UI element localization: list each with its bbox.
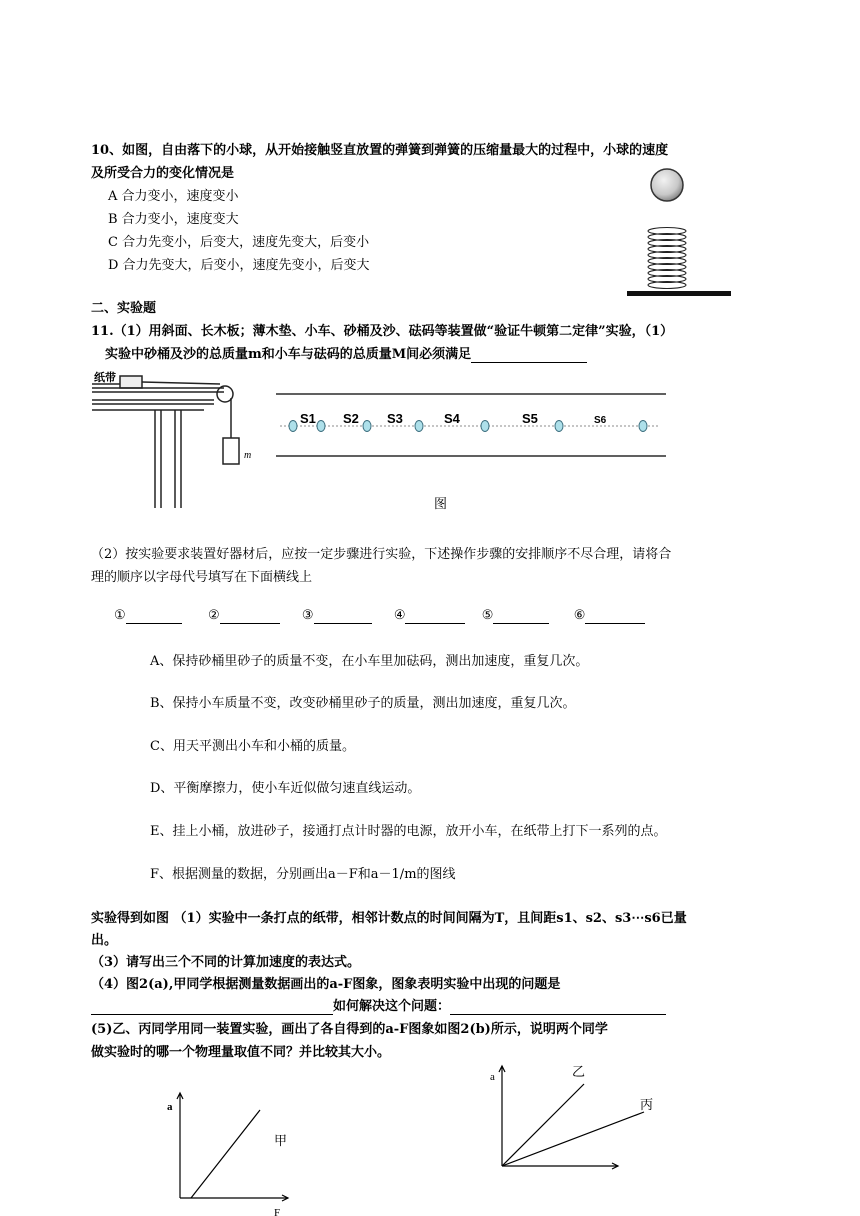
step-c: C、用天平测出小车和小桶的质量。 xyxy=(150,739,355,754)
q11-part4-line1: （4）图2(a),甲同学根据测量数据画出的a-F图象，图象表明实验中出现的问题是 xyxy=(91,977,561,992)
blank-label-6: ⑥ xyxy=(573,608,586,623)
apparatus-figure xyxy=(92,370,262,510)
answer-blank-2[interactable] xyxy=(220,608,280,624)
answer-blank-5[interactable] xyxy=(493,608,549,624)
answer-blank-3[interactable] xyxy=(314,608,372,624)
tape-dot xyxy=(555,421,563,432)
graph-a-line-jia xyxy=(191,1110,260,1198)
q10-line1: 10、如图，自由落下的小球，从开始接触竖直放置的弹簧到弹簧的压缩量最大的过程中，小球的速度 xyxy=(91,143,669,158)
graph-b-line-yi xyxy=(502,1084,584,1166)
q10-option-b: B 合力变小，速度变大 xyxy=(108,212,239,227)
mass-label: m xyxy=(244,450,252,461)
q10-option-d: D 合力先变大，后变小，速度先变小，后变大 xyxy=(108,258,370,273)
graph-b-y-label: a xyxy=(490,1071,495,1083)
answer-blank-6[interactable] xyxy=(585,608,645,624)
graph-b xyxy=(482,1060,672,1170)
step-f: F、根据测量的数据，分别画出a－F和a－1/m的图线 xyxy=(150,867,456,882)
q10-option-a: A 合力变小，速度变小 xyxy=(108,189,239,204)
graph-b-line2-label: 丙 xyxy=(640,1098,654,1113)
q11-line2 xyxy=(105,343,587,363)
blank-label-4: ④ xyxy=(393,608,406,623)
answer-blank-1[interactable] xyxy=(126,608,182,624)
q11-part2-line2: 理的顺序以字母代号填写在下面横线上 xyxy=(91,570,313,585)
q11-part5-line2: 做实验时的哪一个物理量取值不同？并比较其大小。 xyxy=(91,1045,391,1060)
tape-dot xyxy=(639,421,647,432)
q11-part2-line1: （2）按实验要求装置好器材后，应按一定步骤进行实验，下述操作步骤的安排顺序不尽合理，请将合 xyxy=(91,547,672,562)
q11-part5-line1: (5)乙、丙同学用同一装置实验，画出了各自得到的a-F图象如图2(b)所示，说明两个同学 xyxy=(91,1022,608,1037)
graph-b-line1-label: 乙 xyxy=(572,1065,586,1080)
q11-line1: 11.（1）用斜面、长木板；薄木垫、小车、砂桶及沙、砝码等装置做“验证牛顿第二定律”实验，（1） xyxy=(91,324,674,339)
section-title: 二、实验题 xyxy=(91,301,157,316)
cart xyxy=(120,376,142,388)
tape-label-s2: S2 xyxy=(343,411,359,426)
q11-part4-line2-text: 如何解决这个问题： xyxy=(333,999,451,1014)
q11-line2-text: 实验中砂桶及沙的总质量m和小车与砝码的总质量M间必须满足 xyxy=(105,347,472,362)
q11-part3: （3）请写出三个不同的计算加速度的表达式。 xyxy=(91,955,361,970)
blank-label-5: ⑤ xyxy=(481,608,494,623)
ground-plate xyxy=(627,291,731,296)
bucket xyxy=(223,438,239,464)
tape-label-s5: S5 xyxy=(522,411,538,426)
answer-blank-problem[interactable] xyxy=(91,999,333,1015)
tape-label: 纸带 xyxy=(94,372,116,384)
step-d: D、平衡摩擦力，使小车近似做匀速直线运动。 xyxy=(150,781,421,796)
answer-blank-mass[interactable] xyxy=(471,347,587,363)
graph-b-line-bing xyxy=(502,1112,644,1166)
step-b: B、保持小车质量不变，改变砂桶里砂子的质量，测出加速度，重复几次。 xyxy=(150,696,576,711)
answer-blank-solution[interactable] xyxy=(450,999,666,1015)
exp-line1: 实验得到如图 （1）实验中一条打点的纸带，相邻计数点的时间间隔为T，且间距s1、s2、s3⋯s6已量 xyxy=(91,911,687,926)
tape-label-s1: S1 xyxy=(300,411,316,426)
q10-line2: 及所受合力的变化情况是 xyxy=(91,166,235,181)
tape-dot xyxy=(289,421,297,432)
ball-spring-figure xyxy=(620,165,740,305)
blank-label-1: ① xyxy=(114,608,126,623)
q10-option-c: C 合力先变小，后变大，速度先变大，后变小 xyxy=(108,235,370,250)
tape-label-s6: S6 xyxy=(594,415,607,426)
tape-dot xyxy=(317,421,325,432)
exp-line2: 出。 xyxy=(91,933,118,948)
q11-part4-line2 xyxy=(91,995,666,1015)
graph-a-x-label: F xyxy=(274,1207,281,1216)
step-e: E、挂上小桶，放进砂子，接通打点计时器的电源，放开小车，在纸带上打下一系列的点。 xyxy=(150,824,667,839)
spring xyxy=(648,228,686,289)
paper-tape-figure xyxy=(272,388,672,463)
tape-dot xyxy=(363,421,371,432)
graph-a-y-label: a xyxy=(167,1101,173,1113)
tape-dot xyxy=(415,421,423,432)
answer-blanks-row xyxy=(114,608,645,624)
step-a: A、保持砂桶里砂子的质量不变，在小车里加砝码，测出加速度，重复几次。 xyxy=(150,654,589,669)
ball xyxy=(651,169,683,201)
blank-label-3: ③ xyxy=(301,608,314,623)
graph-a-line-label: 甲 xyxy=(274,1134,288,1149)
answer-blank-4[interactable] xyxy=(405,608,465,624)
blank-label-2: ② xyxy=(207,608,220,623)
figure-caption: 图 xyxy=(434,497,448,512)
graph-a xyxy=(160,1088,300,1216)
tape-dot xyxy=(481,421,489,432)
tape-label-s3: S3 xyxy=(387,411,403,426)
tape-label-s4: S4 xyxy=(444,411,460,426)
